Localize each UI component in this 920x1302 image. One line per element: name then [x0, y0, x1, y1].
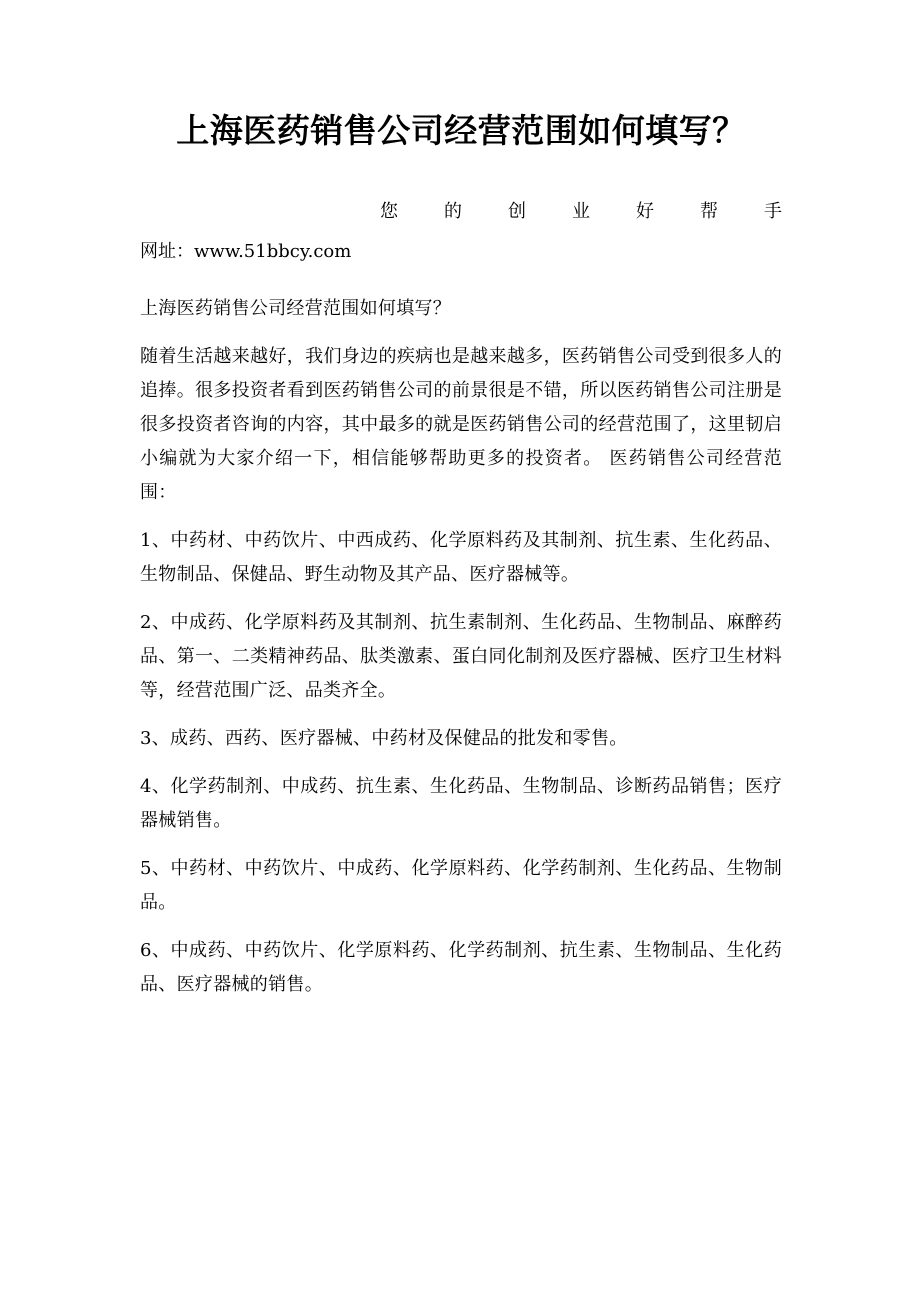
list-item: 4、化学药制剂、中成药、抗生素、生化药品、生物制品、诊断药品销售；医疗器械销售。: [140, 776, 782, 831]
tagline-char: 创: [508, 201, 526, 222]
list-item: 3、成药、西药、医疗器械、中药材及保健品的批发和零售。: [140, 728, 628, 749]
tagline-char: 好: [636, 201, 654, 222]
tagline-char: 业: [572, 201, 590, 222]
website-line: 网址：www.51bbcy.com: [140, 241, 352, 262]
tagline-char: 手: [764, 201, 782, 222]
intro-paragraph: 随着生活越来越好，我们身边的疾病也是越来越多，医药销售公司受到很多人的追捧。很多投资者看到医药销售公司的前景很是不错，所以医药销售公司注册是很多投资者咨询的内容，其中最多的就是医药销售公司的经营范围了，这里韧启小编就为大家介绍一下，相信能够帮助更多的投资者。 医药销售公司经营范围：: [140, 346, 782, 503]
list-item: 5、中药材、中药饮片、中成药、化学原料药、化学药制剂、生化药品、生物制品。: [140, 858, 782, 913]
tagline-char: 的: [444, 201, 462, 222]
document-title: 上海医药销售公司经营范围如何填写？: [176, 111, 746, 150]
tagline: [380, 198, 782, 226]
article-body: [140, 292, 782, 1016]
article-subtitle: 上海医药销售公司经营范围如何填写？: [140, 298, 452, 319]
tagline-char: 您: [380, 201, 398, 222]
tagline-char: 帮: [700, 201, 718, 222]
list-item: 1、中药材、中药饮片、中西成药、化学原料药及其制剂、抗生素、生化药品、生物制品、保健品、野生动物及其产品、医疗器械等。: [140, 530, 782, 585]
list-item: 6、中成药、中药饮片、化学原料药、化学药制剂、抗生素、生物制品、生化药品、医疗器械的销售。: [140, 940, 782, 995]
list-item: 2、中成药、化学原料药及其制剂、抗生素制剂、生化药品、生物制品、麻醉药品、第一、二类精神药品、肽类激素、蛋白同化制剂及医疗器械、医疗卫生材料等，经营范围广泛、品类齐全。: [140, 612, 782, 701]
